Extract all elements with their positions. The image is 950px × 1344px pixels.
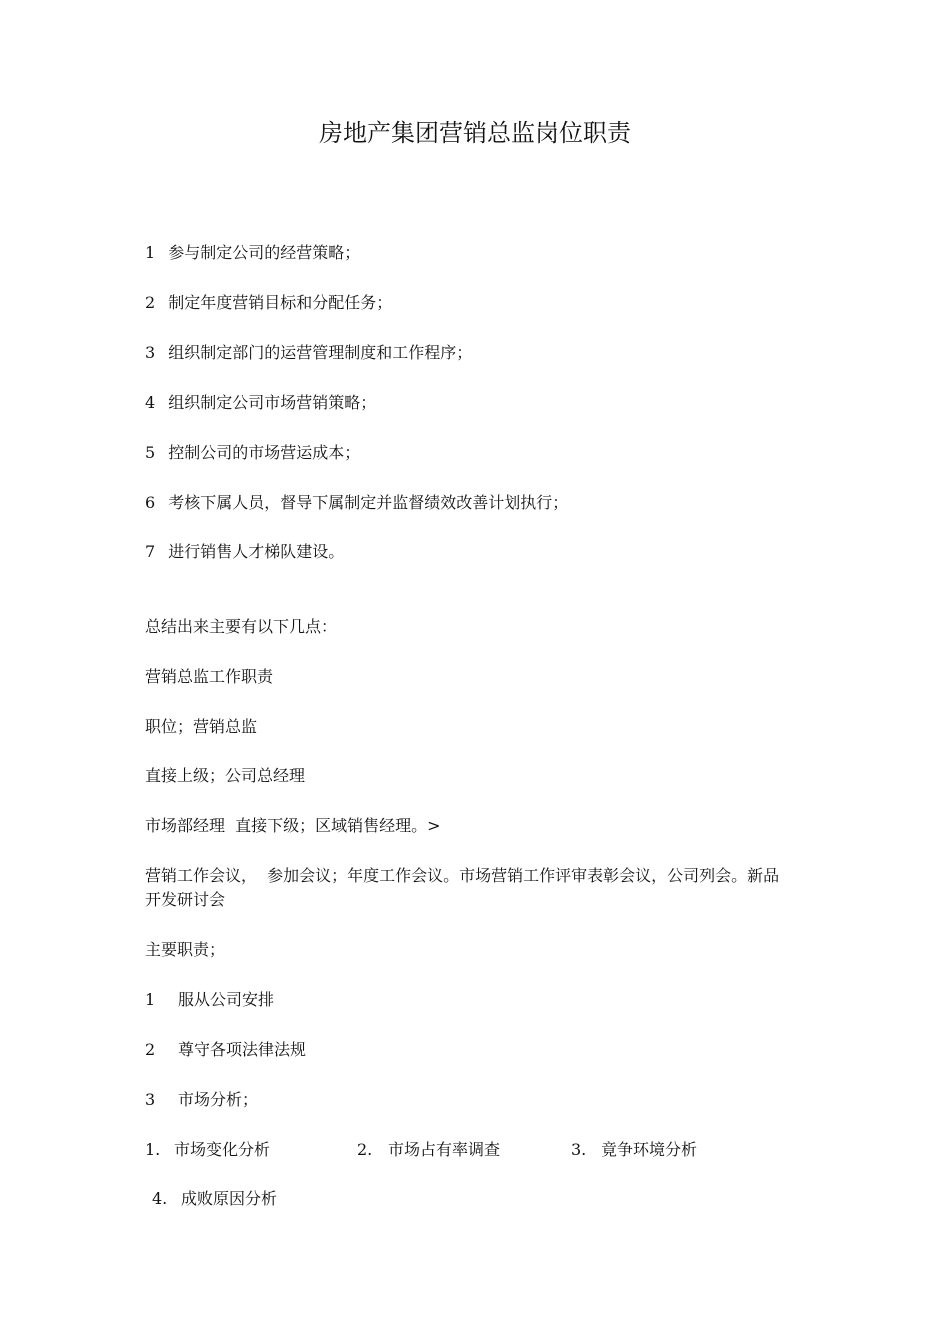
duty-text: 组织制定部门的运营管理制度和工作程序； bbox=[168, 343, 473, 362]
main-duty-item-3 bbox=[145, 1088, 258, 1112]
duty-text: 参与制定公司的经营策略； bbox=[168, 243, 361, 262]
analysis-item-3 bbox=[571, 1138, 697, 1162]
analysis-number: 2. bbox=[357, 1140, 373, 1159]
analysis-text: 市场变化分析 bbox=[174, 1140, 271, 1159]
job-title-heading: 营销总监工作职责 bbox=[145, 667, 274, 686]
document-title: 房地产集团营销总监岗位职责 bbox=[319, 119, 631, 147]
duty-item-5 bbox=[145, 441, 360, 465]
duty-text: 制定年度营销目标和分配任务； bbox=[168, 293, 393, 312]
main-duty-number: 2 bbox=[145, 1040, 156, 1059]
analysis-item-4 bbox=[152, 1187, 277, 1211]
analysis-text: 成败原因分析 bbox=[181, 1189, 278, 1208]
meetings-line-2: 开发研讨会 bbox=[145, 890, 226, 909]
duty-number: 1 bbox=[145, 243, 156, 262]
duty-item-1 bbox=[145, 241, 360, 265]
duty-item-6 bbox=[145, 491, 568, 515]
main-duties-heading: 主要职责； bbox=[145, 940, 226, 959]
position-line: 职位；营销总监 bbox=[145, 717, 258, 736]
main-duty-text: 市场分析； bbox=[178, 1090, 259, 1109]
main-duty-item-1 bbox=[145, 988, 274, 1012]
duty-text: 组织制定公司市场营销策略； bbox=[168, 393, 377, 412]
duty-number: 7 bbox=[145, 542, 156, 561]
main-duty-text: 尊守各项法律法规 bbox=[178, 1040, 307, 1059]
main-duty-item-2 bbox=[145, 1038, 306, 1062]
duty-item-7 bbox=[145, 540, 344, 564]
duty-number: 5 bbox=[145, 443, 156, 462]
analysis-item-2 bbox=[357, 1138, 500, 1162]
subordinates-line: 市场部经理 直接下级；区域销售经理。> bbox=[145, 816, 441, 835]
duty-text: 考核下属人员，督导下属制定并监督绩效改善计划执行； bbox=[168, 493, 569, 512]
superior-line: 直接上级；公司总经理 bbox=[145, 766, 306, 785]
duty-number: 6 bbox=[145, 493, 156, 512]
main-duty-text: 服从公司安排 bbox=[178, 990, 275, 1009]
analysis-number: 3. bbox=[571, 1140, 587, 1159]
main-duty-number: 3 bbox=[145, 1090, 156, 1109]
main-duty-number: 1 bbox=[145, 990, 156, 1009]
duty-number: 3 bbox=[145, 343, 156, 362]
duty-number: 2 bbox=[145, 293, 156, 312]
duty-text: 控制公司的市场营运成本； bbox=[168, 443, 361, 462]
analysis-text: 竟争环境分析 bbox=[601, 1140, 698, 1159]
duty-item-2 bbox=[145, 291, 392, 315]
duty-item-3 bbox=[145, 341, 472, 365]
duty-item-4 bbox=[145, 391, 376, 415]
summary-intro: 总结出来主要有以下几点： bbox=[145, 617, 338, 636]
duty-number: 4 bbox=[145, 393, 156, 412]
analysis-text: 市场占有率调查 bbox=[388, 1140, 501, 1159]
analysis-number: 4. bbox=[152, 1189, 168, 1208]
duty-text: 进行销售人才梯队建设。 bbox=[168, 542, 345, 561]
analysis-number: 1. bbox=[145, 1140, 161, 1159]
analysis-item-1 bbox=[145, 1138, 270, 1162]
meetings-line-1: 营销工作会议， 参加会议；年度工作会议。市场营销工作评审表彰会议，公司列会。新品 bbox=[145, 866, 780, 885]
